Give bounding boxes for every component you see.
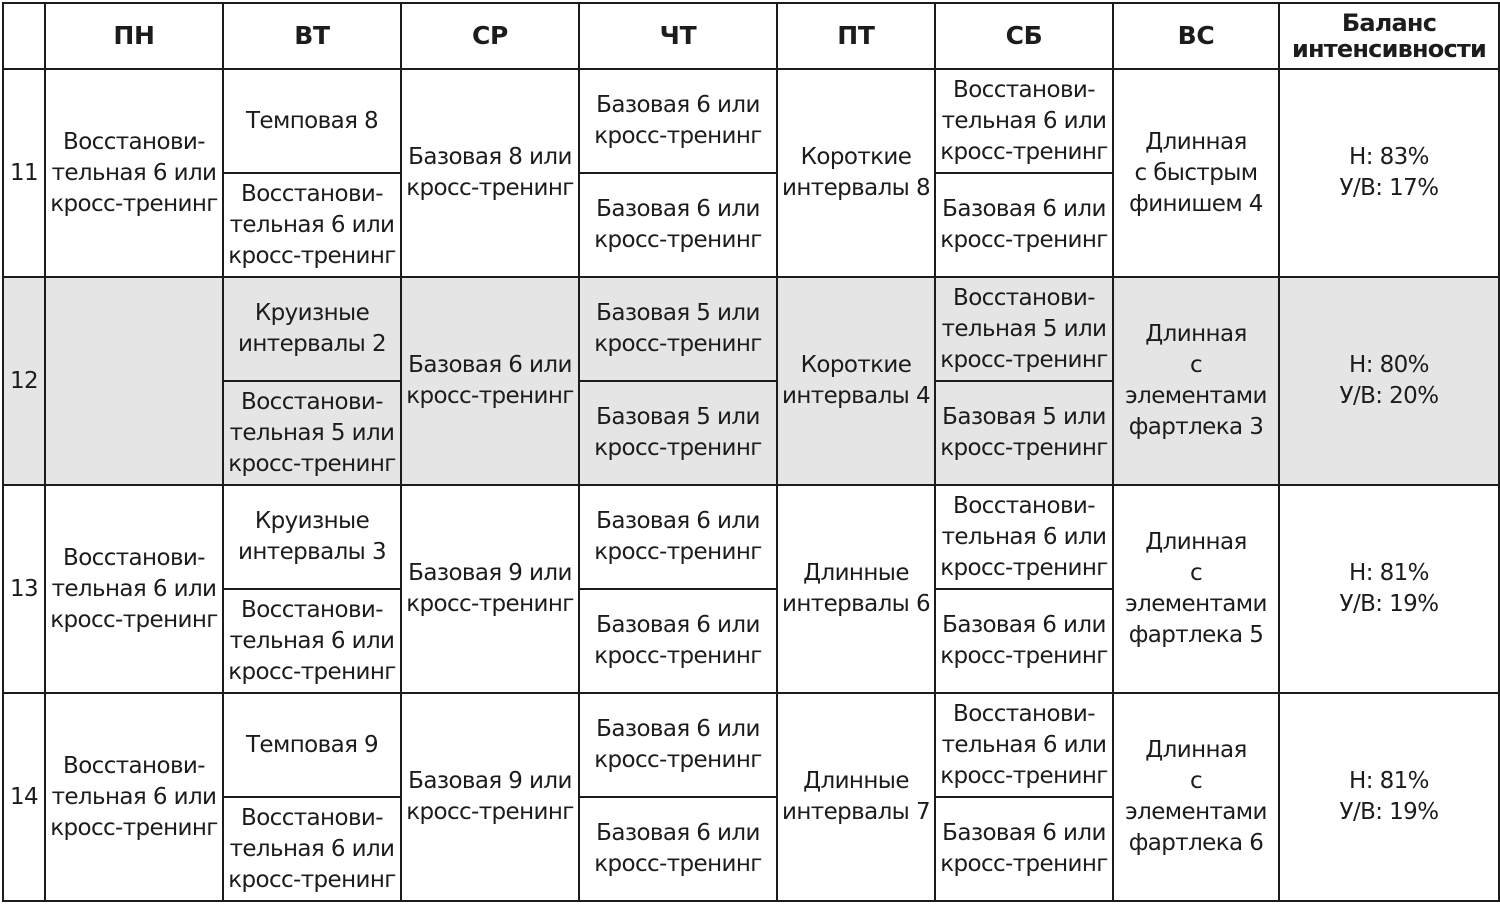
friday-workout: Короткие интервалы 4 <box>777 277 935 485</box>
thursday-workout-top: Базовая 6 или кросс-тренинг <box>579 693 777 797</box>
thursday-workout-top: Базовая 5 или кросс-тренинг <box>579 277 777 381</box>
saturday-workout-top: Восстанови- тельная 6 или кросс-тренинг <box>935 693 1113 797</box>
header-wed: СР <box>401 3 579 69</box>
wednesday-workout: Базовая 9 или кросс-тренинг <box>401 485 579 693</box>
tuesday-workout-bottom: Восстанови- тельная 6 или кросс-тренинг <box>223 589 401 693</box>
tuesday-workout-top: Темповая 8 <box>223 69 401 173</box>
intensity-balance: Н: 81% У/В: 19% <box>1279 693 1499 901</box>
header-mon: ПН <box>45 3 223 69</box>
saturday-workout-top: Восстанови- тельная 5 или кросс-тренинг <box>935 277 1113 381</box>
intensity-balance: Н: 81% У/В: 19% <box>1279 485 1499 693</box>
tuesday-workout-bottom: Восстанови- тельная 6 или кросс-тренинг <box>223 797 401 901</box>
wednesday-workout: Базовая 6 или кросс-тренинг <box>401 277 579 485</box>
header-row <box>3 3 1499 69</box>
header-thu: ЧТ <box>579 3 777 69</box>
header-sat: СБ <box>935 3 1113 69</box>
saturday-workout-bottom: Базовая 6 или кросс-тренинг <box>935 173 1113 277</box>
week-12-row-top <box>3 277 1499 381</box>
sunday-workout: Длинная с элементами фартлека 3 <box>1113 277 1279 485</box>
saturday-workout-bottom: Базовая 6 или кросс-тренинг <box>935 797 1113 901</box>
saturday-workout-top: Восстанови- тельная 6 или кросс-тренинг <box>935 69 1113 173</box>
intensity-balance: Н: 83% У/В: 17% <box>1279 69 1499 277</box>
intensity-balance: Н: 80% У/В: 20% <box>1279 277 1499 485</box>
monday-workout <box>45 277 223 485</box>
saturday-workout-top: Восстанови- тельная 6 или кросс-тренинг <box>935 485 1113 589</box>
wednesday-workout: Базовая 8 или кросс-тренинг <box>401 69 579 277</box>
thursday-workout-bottom: Базовая 6 или кросс-тренинг <box>579 797 777 901</box>
week-number: 13 <box>3 485 45 693</box>
sunday-workout: Длинная с быстрым финишем 4 <box>1113 69 1279 277</box>
monday-workout: Восстанови- тельная 6 или кросс-тренинг <box>45 485 223 693</box>
thursday-workout-bottom: Базовая 5 или кросс-тренинг <box>579 381 777 485</box>
thursday-workout-top: Базовая 6 или кросс-тренинг <box>579 485 777 589</box>
week-14-row-top <box>3 693 1499 797</box>
thursday-workout-bottom: Базовая 6 или кросс-тренинг <box>579 173 777 277</box>
week-13-row-top <box>3 485 1499 589</box>
sunday-workout: Длинная с элементами фартлека 6 <box>1113 693 1279 901</box>
sunday-workout: Длинная с элементами фартлека 5 <box>1113 485 1279 693</box>
wednesday-workout: Базовая 9 или кросс-тренинг <box>401 693 579 901</box>
header-sun: ВС <box>1113 3 1279 69</box>
monday-workout: Восстанови- тельная 6 или кросс-тренинг <box>45 693 223 901</box>
header-tue: ВТ <box>223 3 401 69</box>
tuesday-workout-top: Круизные интервалы 3 <box>223 485 401 589</box>
tuesday-workout-bottom: Восстанови- тельная 6 или кросс-тренинг <box>223 173 401 277</box>
header-week-cell <box>3 3 45 69</box>
saturday-workout-bottom: Базовая 5 или кросс-тренинг <box>935 381 1113 485</box>
friday-workout: Длинные интервалы 6 <box>777 485 935 693</box>
monday-workout: Восстанови- тельная 6 или кросс-тренинг <box>45 69 223 277</box>
friday-workout: Короткие интервалы 8 <box>777 69 935 277</box>
header-balance: Баланс интенсивности <box>1279 3 1499 69</box>
thursday-workout-bottom: Базовая 6 или кросс-тренинг <box>579 589 777 693</box>
friday-workout: Длинные интервалы 7 <box>777 693 935 901</box>
thursday-workout-top: Базовая 6 или кросс-тренинг <box>579 69 777 173</box>
tuesday-workout-top: Круизные интервалы 2 <box>223 277 401 381</box>
week-11-row-top <box>3 69 1499 173</box>
tuesday-workout-top: Темповая 9 <box>223 693 401 797</box>
saturday-workout-bottom: Базовая 6 или кросс-тренинг <box>935 589 1113 693</box>
week-number: 14 <box>3 693 45 901</box>
week-number: 12 <box>3 277 45 485</box>
tuesday-workout-bottom: Восстанови- тельная 5 или кросс-тренинг <box>223 381 401 485</box>
training-plan-table <box>2 2 1500 902</box>
header-fri: ПТ <box>777 3 935 69</box>
week-number: 11 <box>3 69 45 277</box>
